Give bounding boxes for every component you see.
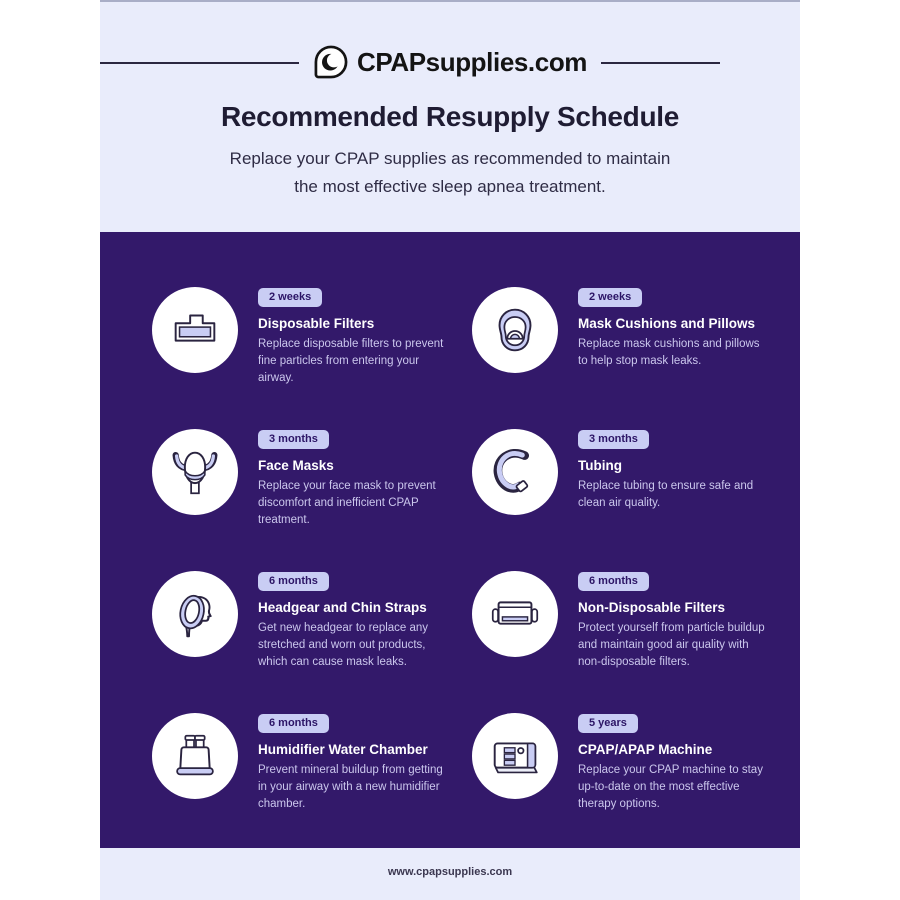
interval-badge: 5 years [578,714,638,733]
interval-badge: 6 months [258,714,329,733]
item-title: Headgear and Chin Straps [258,600,427,615]
logo-row [100,40,800,84]
schedule-item-headgear [152,571,472,713]
schedule-item-humidifier-chamber [152,713,472,848]
page-subtitle [100,145,800,201]
schedule-item-tubing [472,429,792,571]
schedule-item-non-disposable-filters [472,571,792,713]
item-description: Replace tubing to ensure safe and clean air quality. [578,480,754,510]
schedule-panel [100,232,800,848]
moon-bubble-icon [313,44,349,80]
interval-badge: 3 months [258,430,329,449]
item-content [258,287,450,387]
headgear-icon [152,571,238,657]
item-title: Non-Disposable Filters [578,600,726,615]
interval-badge: 3 months [578,430,649,449]
logo-text: CPAPsupplies.com [356,46,588,77]
subtitle-line-1: Replace your CPAP supplies as recommended to maintain [229,149,671,168]
interval-badge: 2 weeks [258,288,322,307]
logo [299,44,601,80]
mask-cushion-icon [472,287,558,373]
disposable-filter-icon [152,287,238,373]
logo-divider-left [100,62,303,64]
item-content [578,287,770,370]
item-description: Replace mask cushions and pillows to help stop mask leaks. [578,338,760,368]
schedule-item-face-masks [152,429,472,571]
schedule-item-disposable-filters [152,287,472,429]
item-title: CPAP/APAP Machine [578,742,713,757]
item-title: Tubing [578,458,622,473]
item-content [258,713,450,813]
interval-badge: 6 months [578,572,649,591]
interval-badge: 2 weeks [578,288,642,307]
tubing-icon [472,429,558,515]
item-title: Humidifier Water Chamber [258,742,428,757]
item-title: Face Masks [258,458,334,473]
item-content [258,429,450,529]
item-content [578,571,770,671]
item-title: Mask Cushions and Pillows [578,316,756,331]
schedule-grid [100,232,800,848]
item-content [578,429,770,512]
item-description: Replace your face mask to prevent discomfort and inefficient CPAP treatment. [258,480,436,527]
face-mask-icon [152,429,238,515]
logo-divider-right [600,62,720,64]
subtitle-line-2: the most effective sleep apnea treatment. [294,177,606,197]
footer [100,848,800,900]
item-description: Replace your CPAP machine to stay up-to-date on the most effective therapy options. [578,764,763,811]
cpap-machine-icon [472,713,558,799]
item-description: Replace disposable filters to prevent fine particles from entering your airway. [258,338,444,385]
item-description: Protect yourself from particle buildup and maintain good air quality with non-disposable filters. [578,622,765,669]
schedule-item-mask-cushions [472,287,792,429]
page-title: Recommended Resupply Schedule [220,101,680,132]
footer-url: www.cpapsupplies.com [387,866,513,878]
document-page [100,0,800,900]
interval-badge: 6 months [258,572,329,591]
non-disposable-filter-icon [472,571,558,657]
item-description: Prevent mineral buildup from getting in your airway with a new humidifier chamber. [258,764,443,811]
humidifier-chamber-icon [152,713,238,799]
item-description: Get new headgear to replace any stretched and worn out products, which can cause mask leaks. [258,622,429,669]
schedule-item-cpap-machine [472,713,792,848]
item-content [578,713,770,813]
header [100,2,800,232]
item-content [258,571,450,671]
item-title: Disposable Filters [258,316,375,331]
